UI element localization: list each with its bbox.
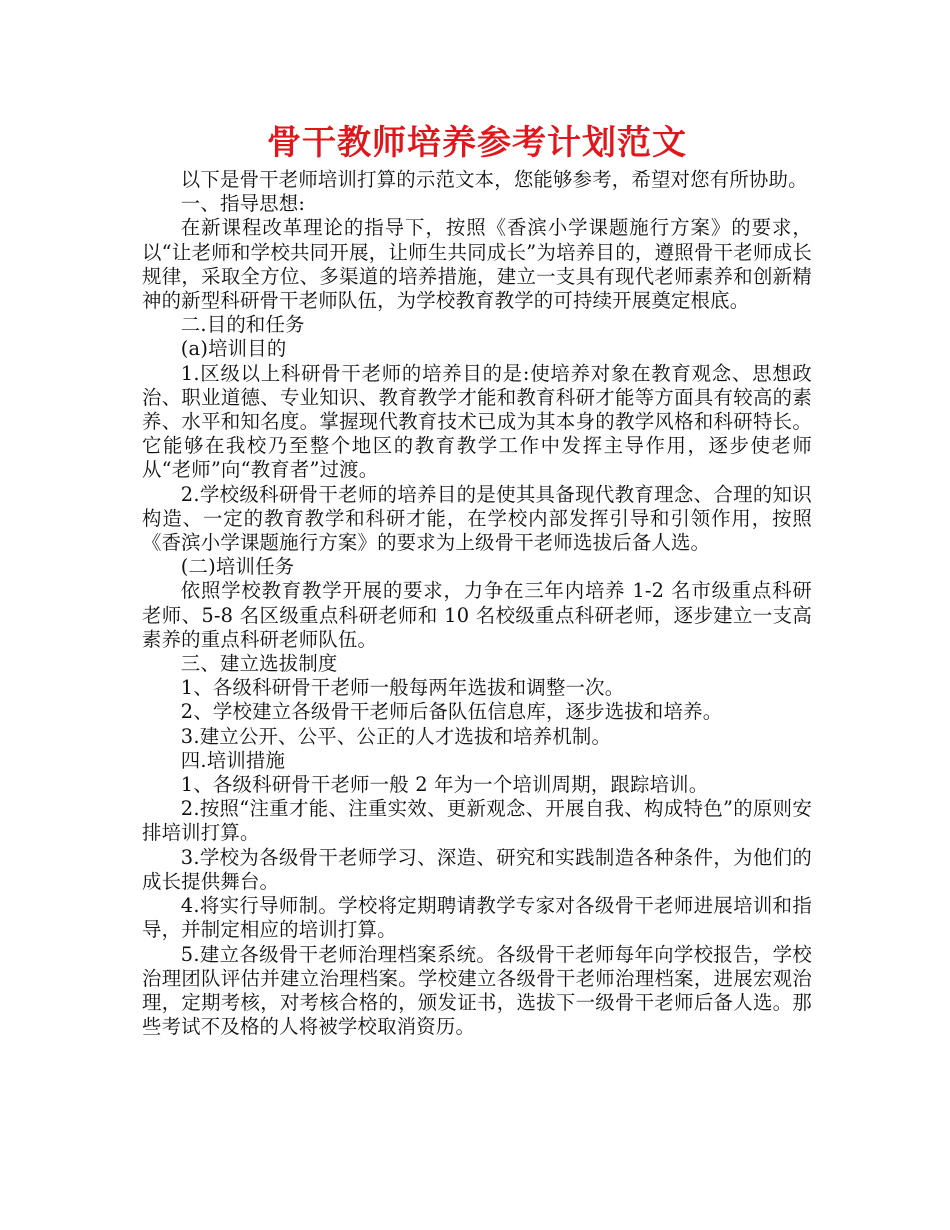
subsection-heading: (二)培训任务: [180, 555, 295, 579]
section-heading: 三、建立选拔制度: [180, 652, 338, 676]
list-item: 2、学校建立各级骨干老师后备队伍信息库，逐步选拔和培养。: [180, 700, 723, 724]
paragraph: 2.学校级科研骨干老师的培养目的是使其具备现代教育理念、合理的知识构造、一定的教育教学和科研才能，在学校内部发挥引导和引领作用，按照《香滨小学课题施行方案》的要求为上级骨干老师选拔后备人选。: [142, 482, 812, 555]
list-item: 3.学校为各级骨干老师学习、深造、研究和实践制造各种条件，为他们的成长提供舞台。: [142, 845, 812, 893]
list-item: 2.按照“注重才能、注重实效、更新观念、开展自我、构成特色”的原则安排培训打算。: [142, 797, 812, 845]
paragraph: 依照学校教育教学开展的要求，力争在三年内培养 1-2 名市级重点科研老师、5-8 名区级重点科研老师和 10 名校级重点科研老师，逐步建立一支高素养的重点科研老师队伍。: [142, 579, 812, 651]
list-item: 1、各级科研骨干老师一般 2 年为一个培训周期，跟踪培训。: [180, 773, 709, 797]
list-item: 3.建立公开、公平、公正的人才选拔和培养机制。: [180, 724, 612, 748]
document-page: [142, 118, 812, 1039]
paragraph: 以下是骨干老师培训打算的示范文本，您能够参考，希望对您有所协助。: [180, 168, 808, 191]
list-item: 1、各级科研骨干老师一般每两年选拔和调整一次。: [180, 676, 625, 700]
section-heading: 一、指导思想:: [180, 192, 306, 216]
paragraph: 在新课程改革理论的指导下，按照《香滨小学课题施行方案》的要求，以“让老师和学校共同开展，让师生共同成长”为培养目的，遵照骨干老师成长规律，采取全方位、多渠道的培养措施，建立一支具有现代老师素养和创新精神的新型科研骨干老师队伍，为学校教育教学的可持续开展奠定根底。: [142, 216, 812, 313]
document-title: 骨干教师培养参考计划范文: [267, 123, 687, 163]
document-body: [142, 168, 812, 1039]
section-heading: 二.目的和任务: [180, 313, 305, 337]
paragraph: 1.区级以上科研骨干老师的培养目的是:使培养对象在教育观念、思想政治、职业道德、专业知识、教育教学才能和教育科研才能等方面具有较高的素养、水平和知名度。掌握现代教育技术已成为其本身的教学风格和科研特长。它能够在我校乃至整个地区的教育教学工作中发挥主导作用，逐步使老师从“老师”向“教育者”过渡。: [142, 361, 812, 482]
list-item: 4.将实行导师制。学校将定期聘请教学专家对各级骨干老师进展培训和指导，并制定相应的培训打算。: [142, 894, 812, 942]
subsection-heading: (a)培训目的: [180, 337, 287, 361]
section-heading: 四.培训措施: [180, 748, 286, 772]
list-item: 5.建立各级骨干老师治理档案系统。各级骨干老师每年向学校报告，学校治理团队评估并建立治理档案。学校建立各级骨干老师治理档案，进展宏观治理，定期考核，对考核合格的，颁发证书，选拔下一级骨干老师后备人选。那些考试不及格的人将被学校取消资历。: [142, 942, 812, 1039]
